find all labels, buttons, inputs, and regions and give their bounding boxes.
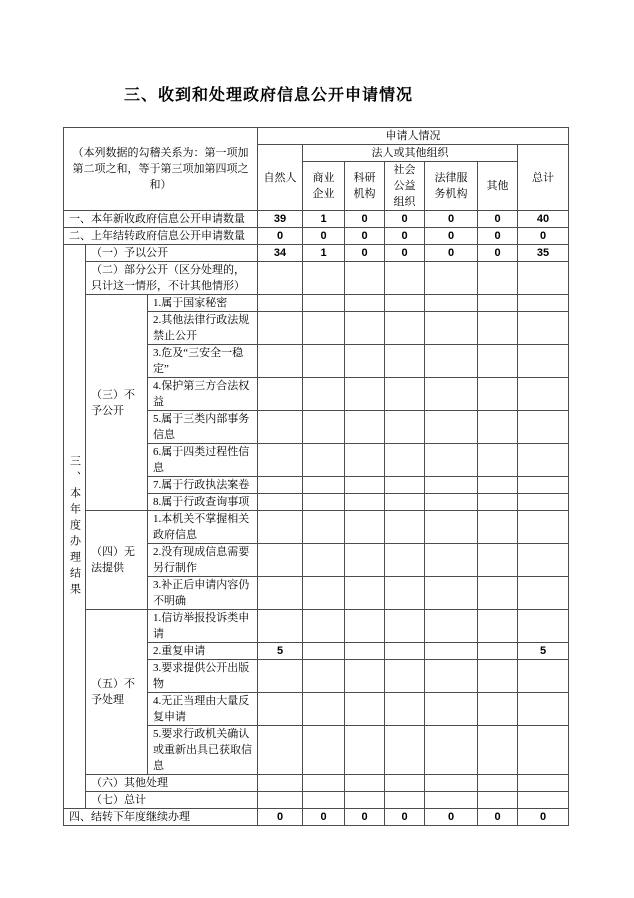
value-cell: [425, 295, 478, 312]
value-cell: [303, 643, 345, 660]
value-cell: [385, 345, 425, 378]
value-cell: 0: [478, 211, 518, 228]
value-cell: [258, 511, 303, 544]
value-cell: [518, 477, 569, 494]
value-cell: 1: [303, 245, 345, 262]
table-row-carry-to-next-year: [64, 809, 569, 826]
value-cell: [258, 693, 303, 726]
value-cell: [425, 312, 478, 345]
value-cell: [258, 792, 303, 809]
value-cell: [303, 792, 345, 809]
value-cell: 0: [425, 211, 478, 228]
value-cell: [303, 444, 345, 477]
item-label: 3.要求提供公开出版物: [148, 660, 258, 693]
value-cell: [425, 494, 478, 511]
item-label: 2.其他法律行政法规禁止公开: [148, 312, 258, 345]
value-cell: [518, 726, 569, 775]
col-public-welfare: 社会公益组织: [385, 162, 425, 211]
value-cell: [425, 726, 478, 775]
value-cell: [478, 660, 518, 693]
value-cell: [518, 378, 569, 411]
value-cell: [345, 477, 385, 494]
value-cell: [518, 544, 569, 577]
item-label: 4.保护第三方合法权益: [148, 378, 258, 411]
item-label: 8.属于行政查询事项: [148, 494, 258, 511]
value-cell: [518, 577, 569, 610]
value-cell: [425, 610, 478, 643]
value-cell: 0: [425, 228, 478, 245]
value-cell: [258, 295, 303, 312]
value-cell: [518, 494, 569, 511]
value-cell: [518, 262, 569, 295]
value-cell: 0: [478, 809, 518, 826]
value-cell: [303, 610, 345, 643]
value-cell: 39: [258, 211, 303, 228]
row-label: 二、上年结转政府信息公开申请数量: [64, 228, 258, 245]
item-label: 3.补正后申请内容仍不明确: [148, 577, 258, 610]
value-cell: [478, 494, 518, 511]
value-cell: 0: [478, 245, 518, 262]
item-label: 5.属于三类内部事务信息: [148, 411, 258, 444]
value-cell: 5: [518, 643, 569, 660]
item-label: 3.危及“三安全一稳定”: [148, 345, 258, 378]
value-cell: 0: [258, 809, 303, 826]
value-cell: [303, 726, 345, 775]
value-cell: [385, 262, 425, 295]
header-applicant-group: 申请人情况: [258, 128, 569, 145]
value-cell: [345, 262, 385, 295]
value-cell: [478, 295, 518, 312]
value-cell: [385, 792, 425, 809]
value-cell: [425, 262, 478, 295]
value-cell: [518, 345, 569, 378]
value-cell: [518, 444, 569, 477]
row-label: 四、结转下年度继续办理: [64, 809, 258, 826]
value-cell: [478, 544, 518, 577]
value-cell: [385, 295, 425, 312]
value-cell: 0: [385, 809, 425, 826]
value-cell: [425, 444, 478, 477]
value-cell: [385, 577, 425, 610]
value-cell: 0: [385, 211, 425, 228]
value-cell: [425, 511, 478, 544]
value-cell: [385, 643, 425, 660]
value-cell: 0: [425, 245, 478, 262]
value-cell: [425, 544, 478, 577]
value-cell: [385, 610, 425, 643]
value-cell: [478, 726, 518, 775]
value-cell: [478, 610, 518, 643]
value-cell: [258, 312, 303, 345]
value-cell: [345, 312, 385, 345]
value-cell: [258, 378, 303, 411]
value-cell: 0: [345, 211, 385, 228]
table-row-partial: [64, 262, 569, 295]
section3-side-label: 三、本年度办理结果: [64, 245, 86, 809]
value-cell: [385, 511, 425, 544]
col-other: 其他: [478, 162, 518, 211]
value-cell: [478, 792, 518, 809]
item-label: 5.要求行政机关确认或重新出具已获取信息: [148, 726, 258, 775]
table-row-carried-from-last-year: [64, 228, 569, 245]
value-cell: 0: [345, 228, 385, 245]
value-cell: [385, 444, 425, 477]
value-cell: [303, 775, 345, 792]
value-cell: 40: [518, 211, 569, 228]
table-row-new-this-year: [64, 211, 569, 228]
value-cell: [425, 643, 478, 660]
row-label: 一、本年新收政府信息公开申请数量: [64, 211, 258, 228]
sub-row-label: （一）予以公开: [86, 245, 258, 262]
value-cell: [303, 411, 345, 444]
value-cell: [478, 411, 518, 444]
value-cell: [478, 643, 518, 660]
value-cell: [518, 792, 569, 809]
value-cell: [385, 775, 425, 792]
value-cell: [303, 312, 345, 345]
value-cell: [478, 577, 518, 610]
value-cell: 0: [303, 809, 345, 826]
value-cell: [258, 494, 303, 511]
value-cell: [345, 511, 385, 544]
value-cell: [345, 494, 385, 511]
value-cell: 5: [258, 643, 303, 660]
value-cell: [303, 262, 345, 295]
value-cell: [345, 295, 385, 312]
value-cell: [345, 610, 385, 643]
table-row-notproc-1: [64, 610, 569, 643]
value-cell: [303, 511, 345, 544]
value-cell: [258, 775, 303, 792]
value-cell: [425, 477, 478, 494]
value-cell: [518, 295, 569, 312]
col-total: 总计: [518, 145, 569, 211]
value-cell: [258, 444, 303, 477]
value-cell: [345, 345, 385, 378]
value-cell: [303, 660, 345, 693]
value-cell: [385, 693, 425, 726]
item-label: 1.信访举报投诉类申请: [148, 610, 258, 643]
value-cell: [303, 693, 345, 726]
value-cell: [385, 726, 425, 775]
item-label: 1.属于国家秘密: [148, 295, 258, 312]
value-cell: [258, 262, 303, 295]
value-cell: 1: [303, 211, 345, 228]
value-cell: [518, 511, 569, 544]
sub-row-label: （二）部分公开（区分处理的，只计这一情形，不计其他情形）: [86, 262, 258, 295]
value-cell: [478, 511, 518, 544]
value-cell: 0: [478, 228, 518, 245]
value-cell: [345, 775, 385, 792]
value-cell: [303, 378, 345, 411]
value-cell: 0: [518, 228, 569, 245]
value-cell: [345, 577, 385, 610]
value-cell: 0: [425, 809, 478, 826]
value-cell: [425, 345, 478, 378]
item-label: 2.重复申请: [148, 643, 258, 660]
value-cell: [345, 411, 385, 444]
item-label: 6.属于四类过程性信息: [148, 444, 258, 477]
value-cell: [345, 660, 385, 693]
value-cell: [345, 693, 385, 726]
value-cell: [303, 494, 345, 511]
col-legal-service: 法律服务机构: [425, 162, 478, 211]
value-cell: 35: [518, 245, 569, 262]
value-cell: [303, 544, 345, 577]
value-cell: [425, 775, 478, 792]
value-cell: [258, 577, 303, 610]
value-cell: [425, 693, 478, 726]
value-cell: [385, 411, 425, 444]
col-business: 商业企业: [303, 162, 345, 211]
col-research: 科研机构: [345, 162, 385, 211]
value-cell: [478, 693, 518, 726]
value-cell: 0: [518, 809, 569, 826]
section-label-unable: （四）无法提供: [86, 511, 148, 610]
item-label: 1.本机关不掌握相关政府信息: [148, 511, 258, 544]
value-cell: [345, 643, 385, 660]
table-row-granted: [64, 245, 569, 262]
value-cell: 0: [345, 809, 385, 826]
value-cell: [385, 494, 425, 511]
table-row-grand-total: [64, 792, 569, 809]
value-cell: [258, 726, 303, 775]
value-cell: [425, 411, 478, 444]
page-title: 三、收到和处理政府信息公开申请情况: [124, 87, 414, 104]
value-cell: [345, 378, 385, 411]
value-cell: [303, 345, 345, 378]
value-cell: [303, 295, 345, 312]
item-label: 4.无正当理由大量反复申请: [148, 693, 258, 726]
value-cell: 0: [345, 245, 385, 262]
value-cell: 0: [258, 228, 303, 245]
value-cell: [258, 610, 303, 643]
value-cell: [425, 792, 478, 809]
value-cell: [258, 345, 303, 378]
value-cell: [258, 544, 303, 577]
value-cell: [385, 477, 425, 494]
value-cell: [518, 312, 569, 345]
value-cell: [518, 693, 569, 726]
value-cell: [345, 726, 385, 775]
value-cell: [518, 610, 569, 643]
item-label: 2.没有现成信息需要另行制作: [148, 544, 258, 577]
table-row-unable-1: [64, 511, 569, 544]
value-cell: [258, 660, 303, 693]
header-row-1: [64, 128, 569, 145]
value-cell: [345, 792, 385, 809]
sub-row-label: （七）总计: [86, 792, 258, 809]
value-cell: 0: [303, 228, 345, 245]
value-cell: [518, 660, 569, 693]
note-cell: （本列数据的勾稽关系为：第一项加第二项之和，等于第三项加第四项之和）: [64, 128, 258, 211]
value-cell: [478, 477, 518, 494]
value-cell: 34: [258, 245, 303, 262]
value-cell: 0: [385, 228, 425, 245]
value-cell: 0: [385, 245, 425, 262]
value-cell: [478, 444, 518, 477]
section-label-not-processed: （五）不予处理: [86, 610, 148, 775]
value-cell: [478, 345, 518, 378]
sub-row-label: （六）其他处理: [86, 775, 258, 792]
value-cell: [385, 544, 425, 577]
value-cell: [258, 411, 303, 444]
application-table: [63, 127, 569, 826]
value-cell: [385, 312, 425, 345]
value-cell: [303, 577, 345, 610]
value-cell: [425, 577, 478, 610]
value-cell: [385, 378, 425, 411]
header-legal-org-group: 法人或其他组织: [303, 145, 518, 162]
value-cell: [478, 312, 518, 345]
value-cell: [478, 262, 518, 295]
value-cell: [478, 378, 518, 411]
item-label: 7.属于行政执法案卷: [148, 477, 258, 494]
value-cell: [345, 444, 385, 477]
value-cell: [478, 775, 518, 792]
value-cell: [345, 544, 385, 577]
value-cell: [518, 411, 569, 444]
value-cell: [425, 378, 478, 411]
section-label-denied: （三）不予公开: [86, 295, 148, 511]
value-cell: [258, 477, 303, 494]
value-cell: [303, 477, 345, 494]
table-row-other-handling: [64, 775, 569, 792]
value-cell: [385, 660, 425, 693]
value-cell: [425, 660, 478, 693]
table-row-denied-1: [64, 295, 569, 312]
col-natural-person: 自然人: [258, 145, 303, 211]
value-cell: [518, 775, 569, 792]
